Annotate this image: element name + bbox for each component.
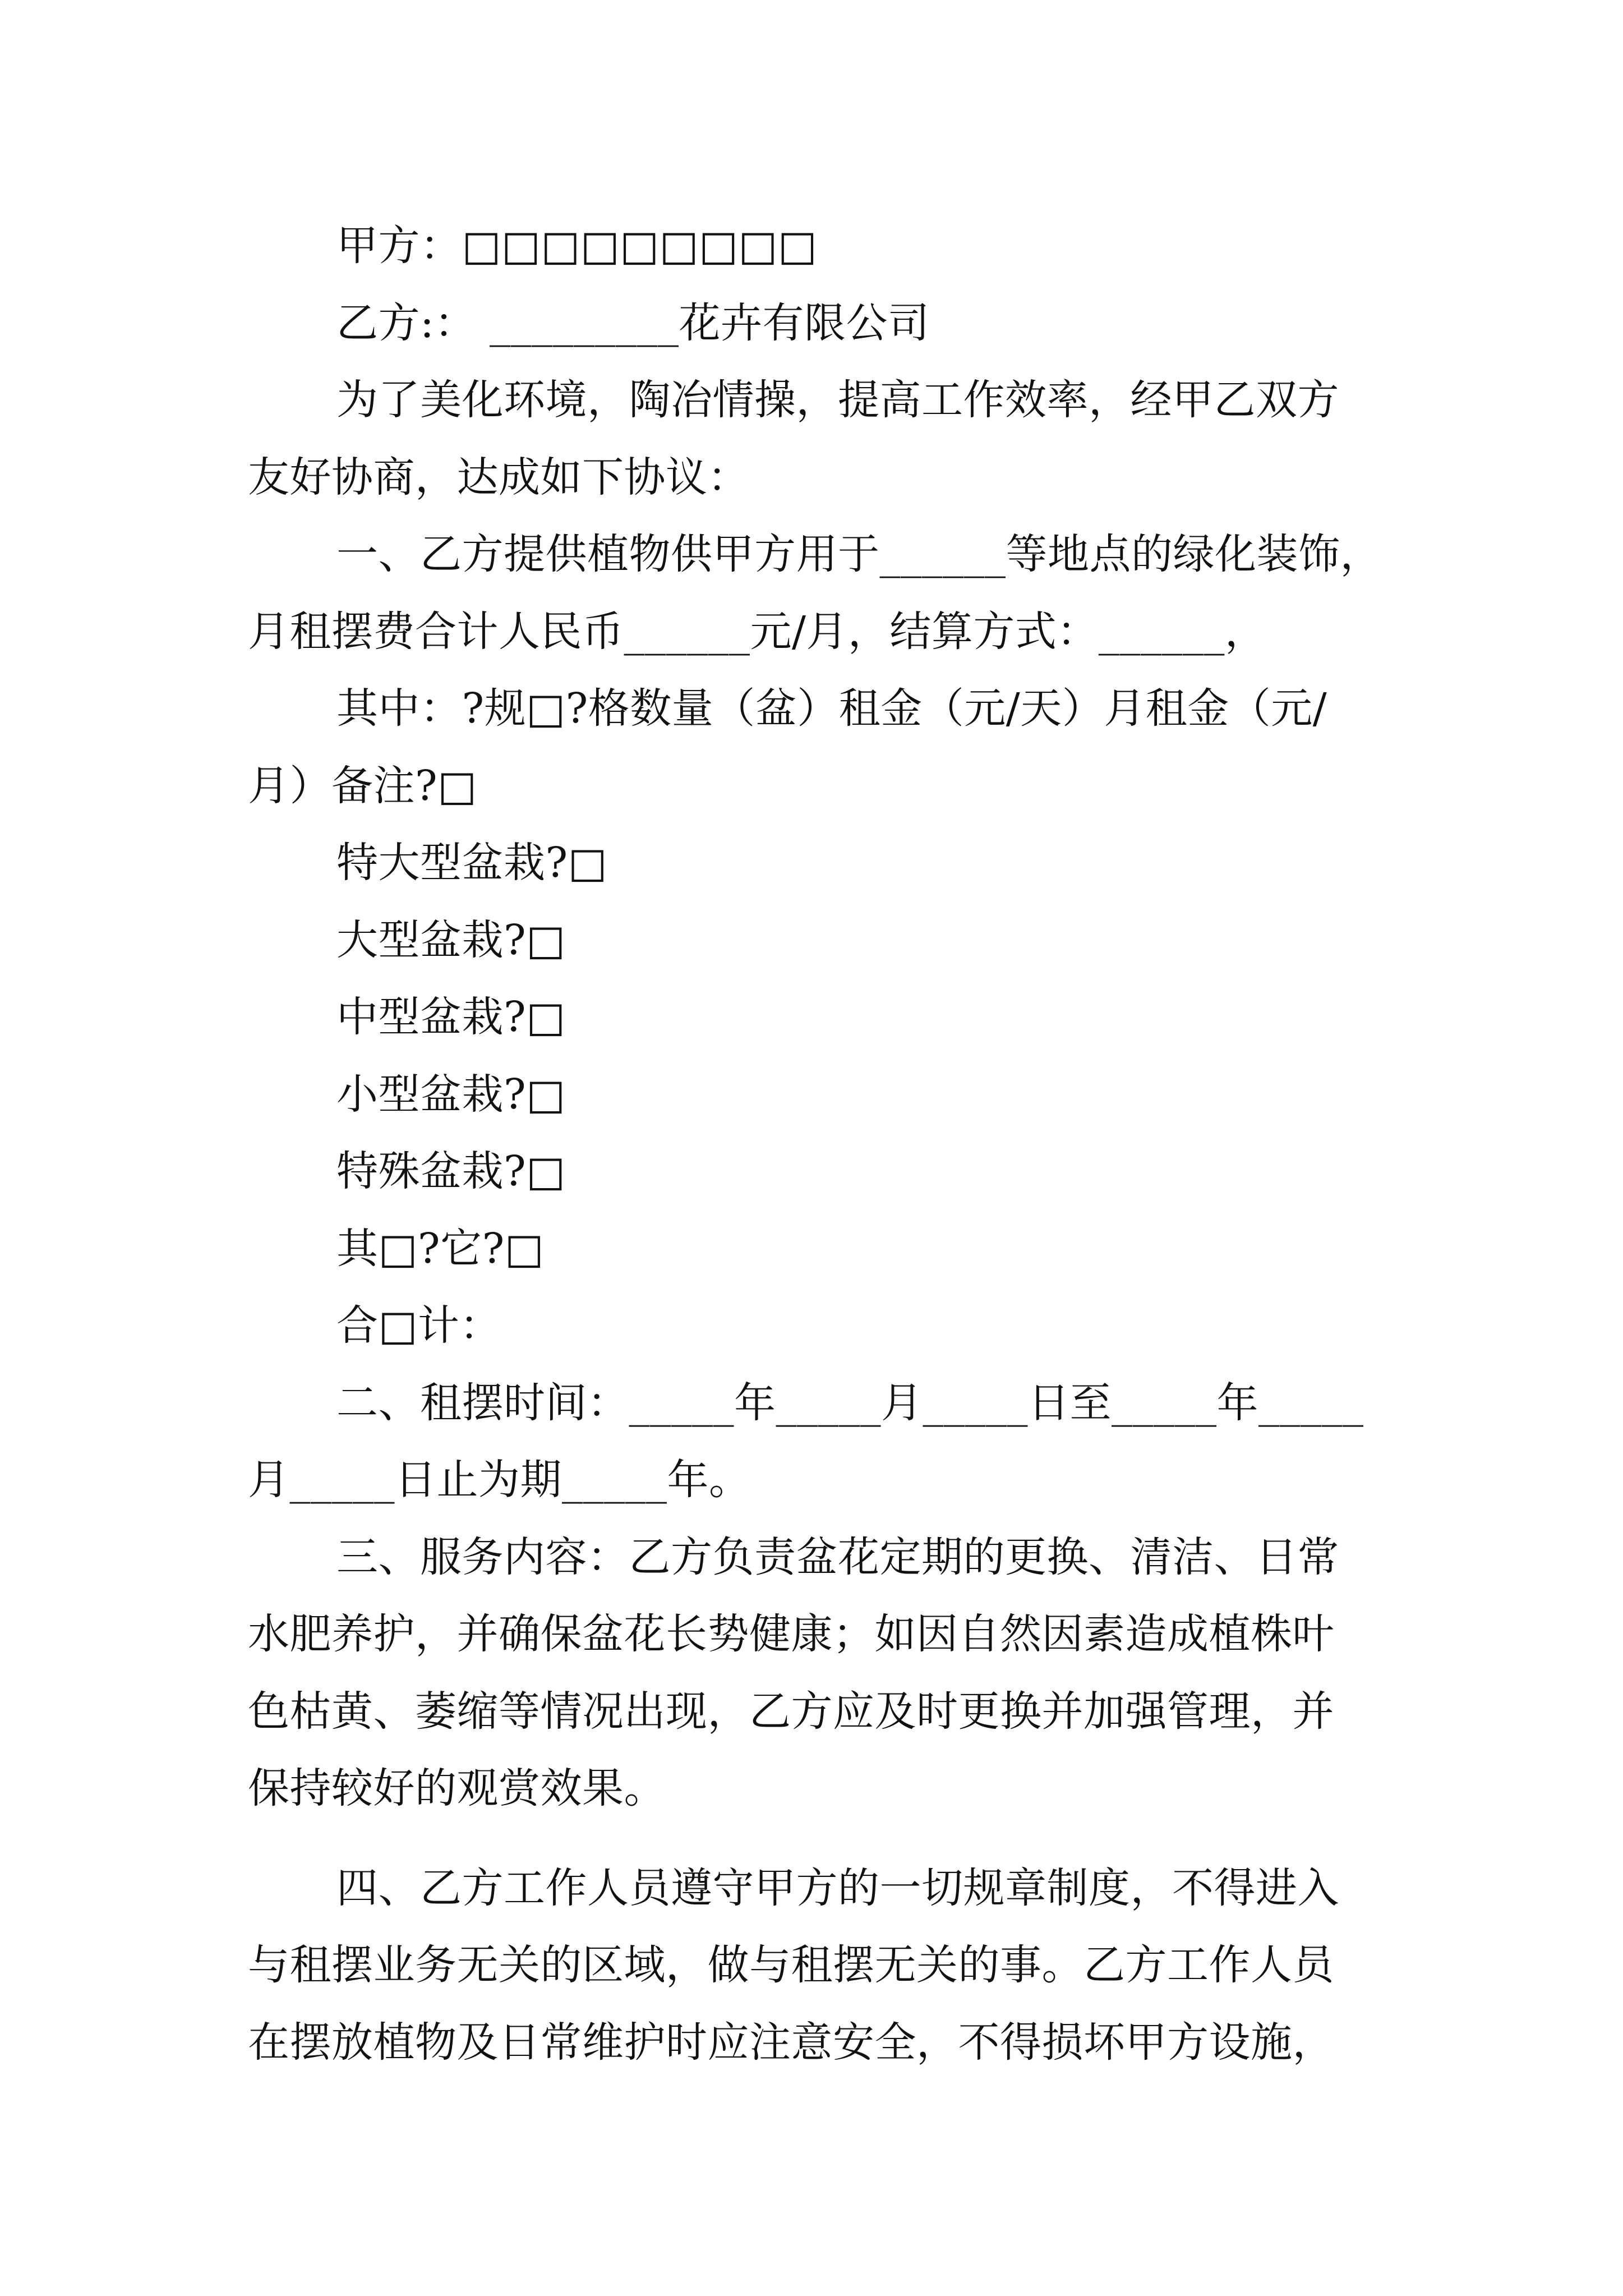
item-large: 大型盆栽?□ (336, 915, 566, 964)
clause4-line-2: 与租摆业务无关的区域，做与租摆无关的事。乙方工作人员 (248, 1941, 1334, 1989)
party-b-line: 乙方:： _________花卉有限公司 (336, 298, 930, 347)
clause1-line-1: 一、乙方提供植物供甲方用于______等地点的绿化装饰， (336, 530, 1382, 578)
clause4-line-3: 在摆放植物及日常维护时应注意安全，不得损坏甲方设施， (248, 2018, 1334, 2067)
intro-line-2: 友好协商，达成如下协议： (248, 453, 749, 501)
clause4-line-1: 四、乙方工作人员遵守甲方的一切规章制度，不得进入 (336, 1864, 1339, 1912)
intro-line-1: 为了美化环境，陶冶情操，提高工作效率，经甲乙双方 (336, 376, 1339, 424)
clause2-line-1: 二、租摆时间：_____年_____月_____日至_____年_____ (336, 1378, 1364, 1427)
paragraph-gap (248, 1828, 1392, 1850)
clause2-line-2: 月_____日止为期_____年。 (248, 1456, 751, 1504)
item-extra-large: 特大型盆栽?□ (336, 839, 608, 887)
document-body (248, 208, 1392, 2081)
item-small: 小型盆栽?□ (336, 1070, 566, 1119)
item-special: 特殊盆栽?□ (336, 1147, 566, 1195)
item-total: 合□计： (336, 1301, 501, 1350)
item-medium: 中型盆栽?□ (336, 993, 566, 1041)
table-header-line-2: 月）备注?□ (248, 761, 477, 810)
clause3-line-4: 保持较好的观赏效果。 (248, 1764, 666, 1812)
clause3-line-3: 色枯黄、萎缩等情况出现，乙方应及时更换并加强管理，并 (248, 1687, 1334, 1736)
clause3-line-1: 三、服务内容：乙方负责盆花定期的更换、清洁、日常 (336, 1533, 1339, 1581)
table-header-line-1: 其中：?规□?格数量（盆）租金（元/天）月租金（元/ (336, 684, 1327, 733)
item-other: 其□?它?□ (336, 1224, 545, 1273)
clause1-line-2: 月租摆费合计人民币______元/月，结算方式：______， (248, 607, 1267, 656)
clause3-line-2: 水肥养护，并确保盆花长势健康；如因自然因素造成植株叶 (248, 1610, 1334, 1658)
party-a-line: 甲方：□□□□□□□□□ (336, 222, 818, 270)
